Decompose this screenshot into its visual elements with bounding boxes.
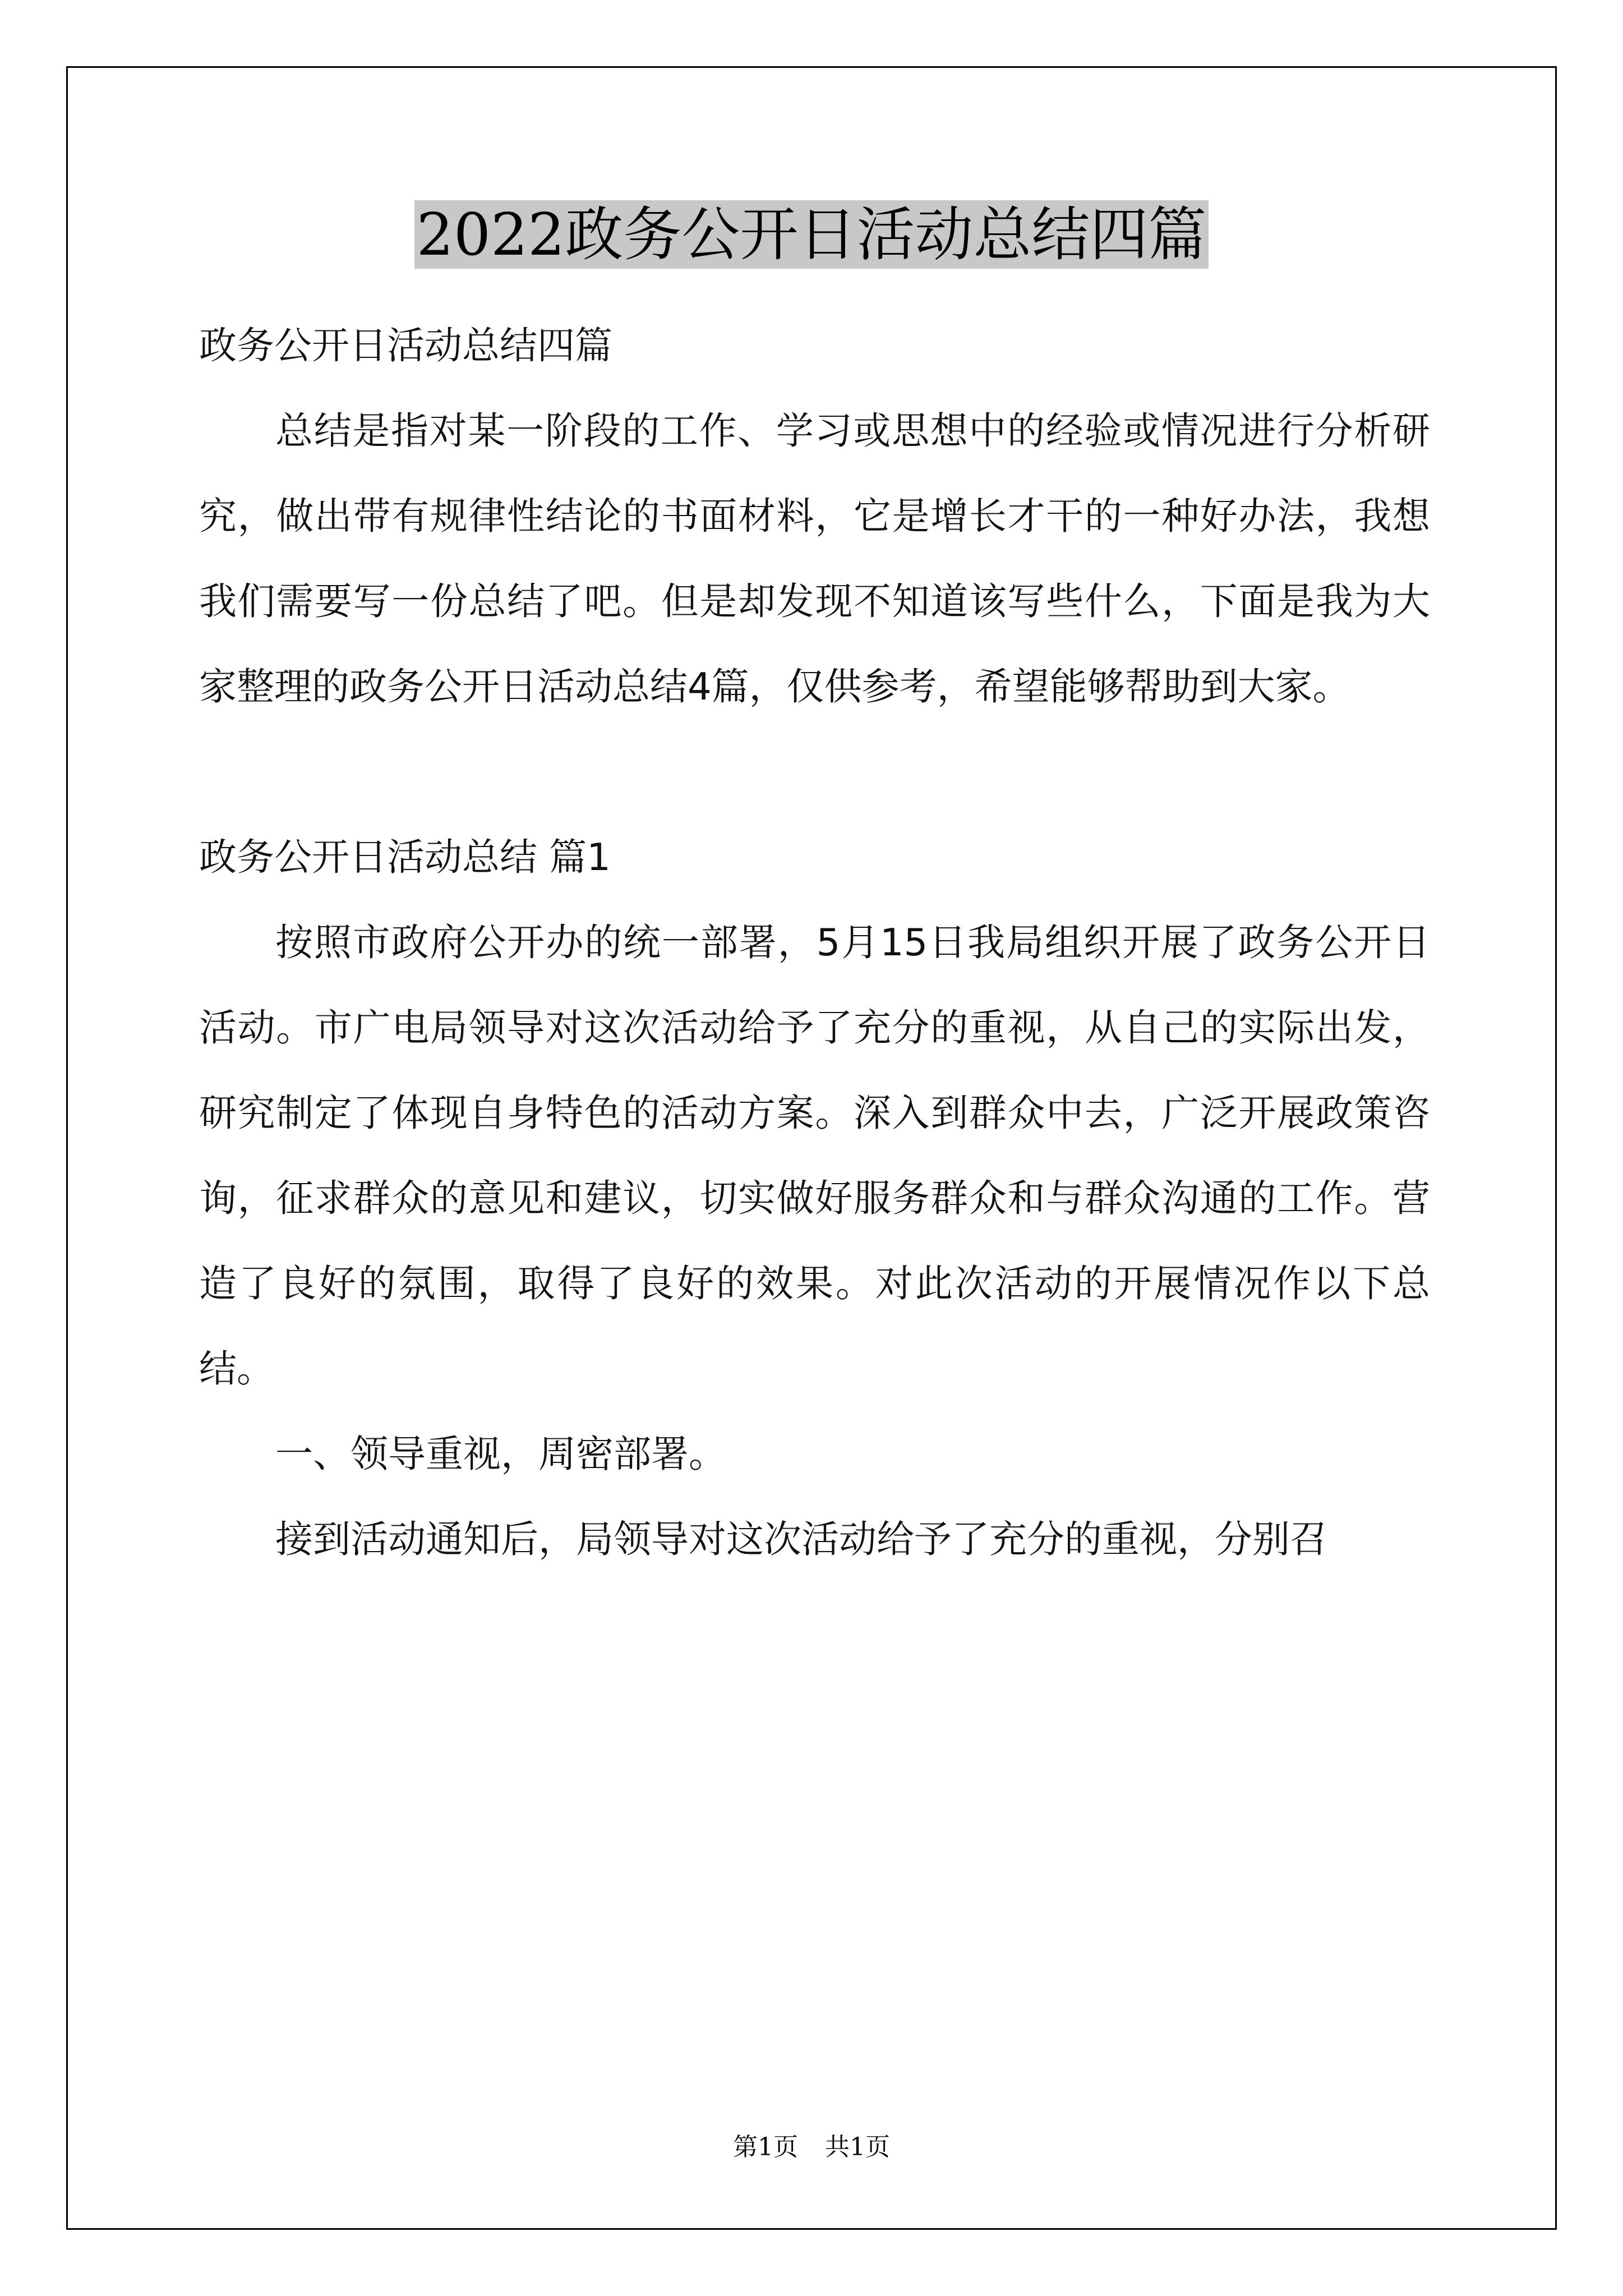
- paragraph-section-1: 按照市政府公开办的统一部署，5月15日我局组织开展了政务公开日活动。市广电局领导对这次活动给予了充分的重视，从自己的实际出发，研究制定了体现自身特色的活动方案。深入到群众中去，广泛开展政策咨询，征求群众的意见和建议，切实做好服务群众和与群众沟通的工作。营造了良好的氛围，取得了良好的效果。对此次活动的开展情况作以下总结。: [199, 921, 1430, 1391]
- paragraph-leadership: 接到活动通知后，局领导对这次活动给予了充分的重视，分别召: [275, 1517, 1327, 1561]
- subheading-leadership: 一、领导重视，周密部署。: [275, 1432, 726, 1476]
- paragraph-intro: 总结是指对某一阶段的工作、学习或思想中的经验或情况进行分析研究，做出带有规律性结论的书面材料，它是增长才干的一种好办法，我想我们需要写一份总结了吧。但是却发现不知道该写些什么，下面是我为大家整理的政务公开日活动总结4篇，仅供参考，希望能够帮助到大家。: [199, 409, 1430, 708]
- document-title-text: 2022政务公开日活动总结四篇: [414, 200, 1209, 269]
- section-heading-1: 政务公开日活动总结 篇1: [199, 835, 611, 879]
- page-number: 第1页: [733, 2133, 798, 2161]
- document-title: [0, 195, 1623, 274]
- page-total: 共1页: [825, 2133, 890, 2161]
- paragraph-blank: [199, 729, 1430, 815]
- paragraph-subtitle: 政务公开日活动总结四篇: [199, 324, 612, 367]
- page-footer: [0, 2131, 1623, 2164]
- document-body: [199, 303, 1430, 1582]
